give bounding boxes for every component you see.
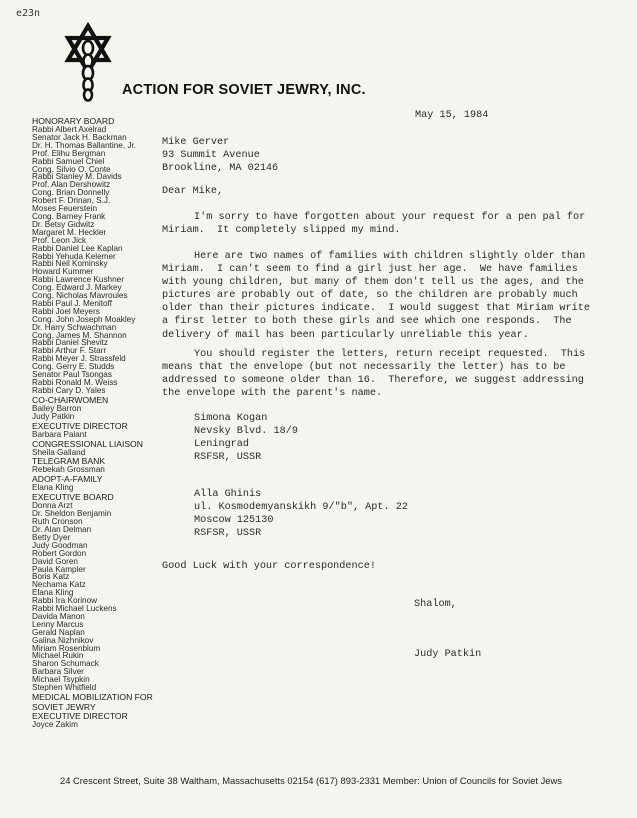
sidebar-board-member: Rabbi Stanley M. Davids — [32, 172, 122, 182]
address-line: RSFSR, USSR — [194, 528, 262, 540]
sidebar-board-member: Stephen Whitfield — [32, 683, 97, 693]
sidebar-board-member: Rabbi Neil Kominsky — [32, 259, 108, 269]
paragraph-line: Miriam. I can't seem to find a girl just her age. We have families — [162, 264, 578, 276]
address-line: RSFSR, USSR — [194, 452, 262, 464]
sidebar-board-member: Cong. Barney Frank — [32, 211, 106, 221]
sidebar-board-member: Sharon Schumack — [32, 659, 99, 669]
paragraph-line: I'm sorry to have forgotten about your request for a pen pal for — [194, 212, 586, 223]
letter-date: May 15, 1984 — [415, 110, 489, 121]
sidebar-board-member: Barbara Silver — [32, 667, 84, 677]
sidebar-board-member: Nechama Katz — [32, 580, 86, 590]
sidebar-board-member: Robert F. Drinan, S.J. — [32, 196, 111, 206]
sidebar-board-member: Judy Goodman — [32, 540, 88, 550]
sidebar-section — [32, 474, 157, 492]
sidebar-board-member: Cong. James M. Shannon — [32, 330, 127, 340]
sidebar-section-title: CONGRESSIONAL LIAISON — [32, 438, 143, 449]
sidebar-board-member: Rabbi Cary D. Yales — [32, 385, 106, 395]
sidebar-board-member: Robert Gordon — [32, 548, 87, 558]
paragraph-line: means that the envelope (but not necessarily the letter) has to be — [162, 362, 566, 374]
paragraph-line: the envelope with the parent's name. — [162, 388, 383, 400]
sidebar-board-member: Senator Jack H. Backman — [32, 132, 127, 142]
sidebar-board-member: Howard Kummer — [32, 267, 94, 277]
sidebar-board-member: Rebekah Grossman — [32, 465, 105, 475]
sidebar-section-title: HONORARY BOARD — [32, 116, 115, 126]
address-line: ul. Kosmodemyanskikh 9/"b", Apt. 22 — [194, 502, 408, 514]
pen-pal-address-2 — [194, 488, 408, 540]
sidebar-board-member: Cong. Brian Donnelly — [32, 188, 110, 198]
sidebar-board-member: Cong. Nicholas Mavroules — [32, 291, 128, 301]
sidebar-board-member: David Goren — [32, 556, 78, 566]
sidebar-board-member: Cong. John Joseph Moakley — [32, 314, 136, 324]
sidebar-section-title: EXECUTIVE DIRECTOR — [32, 420, 128, 431]
sidebar-board-member: Rabbi Daniel Shevitz — [32, 338, 109, 348]
sidebar-board-member: Cong. Silvio O. Conte — [32, 164, 111, 174]
sidebar-board-member: Betty Dyer — [32, 532, 71, 542]
sidebar-board-member: Sheila Galland — [32, 447, 86, 457]
sidebar-board-member: Prof. Leon Jick — [32, 235, 87, 245]
sidebar-board-member: Senator Paul Tsongas — [32, 370, 112, 380]
sidebar-board-member: Dr. Sheldon Benjamin — [32, 509, 112, 519]
address-line: 93 Summit Avenue — [162, 150, 260, 162]
sidebar-board-member: Lenny Marcus — [32, 619, 84, 629]
sidebar-board-member: Rabbi Lawrence Kushner — [32, 275, 124, 285]
sidebar-board-member: Cong. Edward J. Markey — [32, 283, 122, 293]
address-line: Brookline, MA 02146 — [162, 163, 279, 175]
sidebar-section-title: EXECUTIVE BOARD — [32, 492, 114, 503]
sidebar-board-member: Galina Nizhnikov — [32, 635, 94, 645]
sidebar-board-member: Bailey Barron — [32, 403, 82, 413]
sidebar-board-member: Paula Kampler — [32, 564, 86, 574]
address-line: Mike Gerver — [162, 137, 230, 148]
paragraph-line: older than their pictures indicate. I would suggest that Miriam write — [162, 303, 590, 315]
sidebar-board-member: Rabbi Meyer J. Strassfeld — [32, 354, 126, 364]
sidebar-board-member: Donna Arzt — [32, 501, 73, 511]
paragraph-line: with young children, but many of them don't tell us the ages, and the — [162, 277, 584, 289]
sidebar-board-member: Rabbi Paul J. Menitoff — [32, 298, 112, 308]
sidebar-board-member: Michael Rukin — [32, 651, 84, 661]
salutation: Dear Mike, — [162, 186, 224, 197]
sidebar-section — [32, 456, 157, 474]
star-chain-logo-icon — [62, 22, 114, 102]
paragraph-line: a first letter to both these girls and see which one responds. The — [162, 316, 572, 328]
sidebar-section — [32, 492, 157, 692]
address-line: Leningrad — [194, 439, 250, 451]
sidebar-board-member: Cong. Gerry E. Studds — [32, 362, 115, 372]
letterhead-sidebar — [32, 117, 157, 729]
letterhead-footer: 24 Crescent Street, Suite 38 Waltham, Massachusetts 02154 (617) 893-2331 Member: Union of Councils for Soviet Jews — [60, 775, 562, 786]
paragraph-line: addressed to someone older than 16. Therefore, we suggest addressing — [162, 375, 584, 387]
sidebar-board-member: Rabbi Ira Korinow — [32, 596, 98, 606]
sidebar-board-member: Ruth Cronson — [32, 517, 83, 527]
organization-name: ACTION FOR SOVIET JEWRY, INC. — [122, 82, 366, 98]
paragraph-line: Miriam. It completely slipped my mind. — [162, 225, 401, 237]
sidebar-board-member: Gerald Naplan — [32, 627, 85, 637]
address-line: Moscow 125130 — [194, 515, 274, 527]
sidebar-board-member: Dr. H. Thomas Ballantine, Jr. — [32, 140, 137, 150]
sidebar-board-member: Barbara Palant — [32, 429, 87, 439]
paragraph-line: Here are two names of families with children slightly older than — [194, 251, 586, 262]
sidebar-board-member: Dr. Betsy Gidwitz — [32, 219, 95, 229]
sidebar-board-member: Prof. Alan Dershowitz — [32, 180, 111, 190]
sidebar-board-member: Rabbi Yehuda Kelemer — [32, 251, 116, 261]
sidebar-board-member: Dr. Alan Delman — [32, 524, 92, 534]
pen-pal-address-1 — [194, 412, 298, 464]
sidebar-board-member: Judy Patkin — [32, 411, 75, 421]
sidebar-board-member: Dr. Harry Schwachman — [32, 322, 117, 332]
sidebar-board-member: Elana Kling — [32, 588, 74, 598]
paragraph-2 — [162, 250, 590, 342]
address-line: Alla Ghinis — [194, 489, 262, 500]
sidebar-section — [32, 117, 157, 395]
address-line: Nevsky Blvd. 18/9 — [194, 426, 298, 438]
sidebar-board-member: Elana Kling — [32, 483, 74, 493]
sidebar-section — [32, 692, 157, 712]
sidebar-section-title: EXECUTIVE DIRECTOR — [32, 711, 128, 721]
paragraph-line: pictures are probably out of date, so the children are probably much — [162, 290, 578, 302]
sidebar-board-member: Prof. Elihu Bergman — [32, 148, 106, 158]
sidebar-board-member: Joyce Zakim — [32, 719, 78, 729]
sidebar-section — [32, 421, 157, 439]
sidebar-board-member: Moses Feuerstein — [32, 204, 98, 214]
sidebar-board-member: Rabbi Arthur F. Starr — [32, 346, 107, 356]
sidebar-board-member: Rabbi Joel Meyers — [32, 306, 100, 316]
sidebar-board-member: Rabbi Michael Luckens — [32, 604, 117, 614]
paragraph-line: You should register the letters, return receipt requested. This — [194, 349, 586, 360]
sidebar-board-member: Rabbi Daniel Lee Kaplan — [32, 243, 123, 253]
address-line: Simona Kogan — [194, 413, 268, 424]
document-id: e23n — [16, 8, 41, 19]
sign-off: Shalom, — [414, 599, 457, 610]
signature-name: Judy Patkin — [414, 649, 482, 660]
sidebar-board-member: Rabbi Samuel Chiel — [32, 156, 105, 166]
sidebar-board-member: Miriam Rosenblum — [32, 643, 101, 653]
recipient-address — [162, 136, 278, 175]
paragraph-1 — [162, 211, 585, 237]
closing-line: Good Luck with your correspondence! — [162, 561, 376, 572]
sidebar-board-member: Margaret M. Heckler — [32, 227, 107, 237]
sidebar-board-member: Rabbi Ronald M. Weiss — [32, 378, 118, 387]
sidebar-board-member: Michael Tsypkin — [32, 675, 90, 685]
sidebar-section-title: TELEGRAM BANK — [32, 456, 106, 467]
sidebar-section — [32, 439, 157, 457]
sidebar-section — [32, 395, 157, 421]
sidebar-section-title: ADOPT-A-FAMILY — [32, 474, 103, 485]
sidebar-board-member: Davida Manon — [32, 611, 85, 621]
paragraph-3 — [162, 348, 585, 400]
paragraph-line: delivery of mail has been particularly unreliable this year. — [162, 329, 529, 341]
sidebar-board-member: Boris Katz — [32, 572, 70, 582]
sidebar-section-title: MEDICAL MOBILIZATION FOR SOVIET JEWRY — [32, 692, 153, 712]
sidebar-section — [32, 712, 157, 729]
sidebar-board-member: Rabbi Albert Axelrad — [32, 125, 107, 134]
sidebar-section-title: CO-CHAIRWOMEN — [32, 394, 109, 405]
